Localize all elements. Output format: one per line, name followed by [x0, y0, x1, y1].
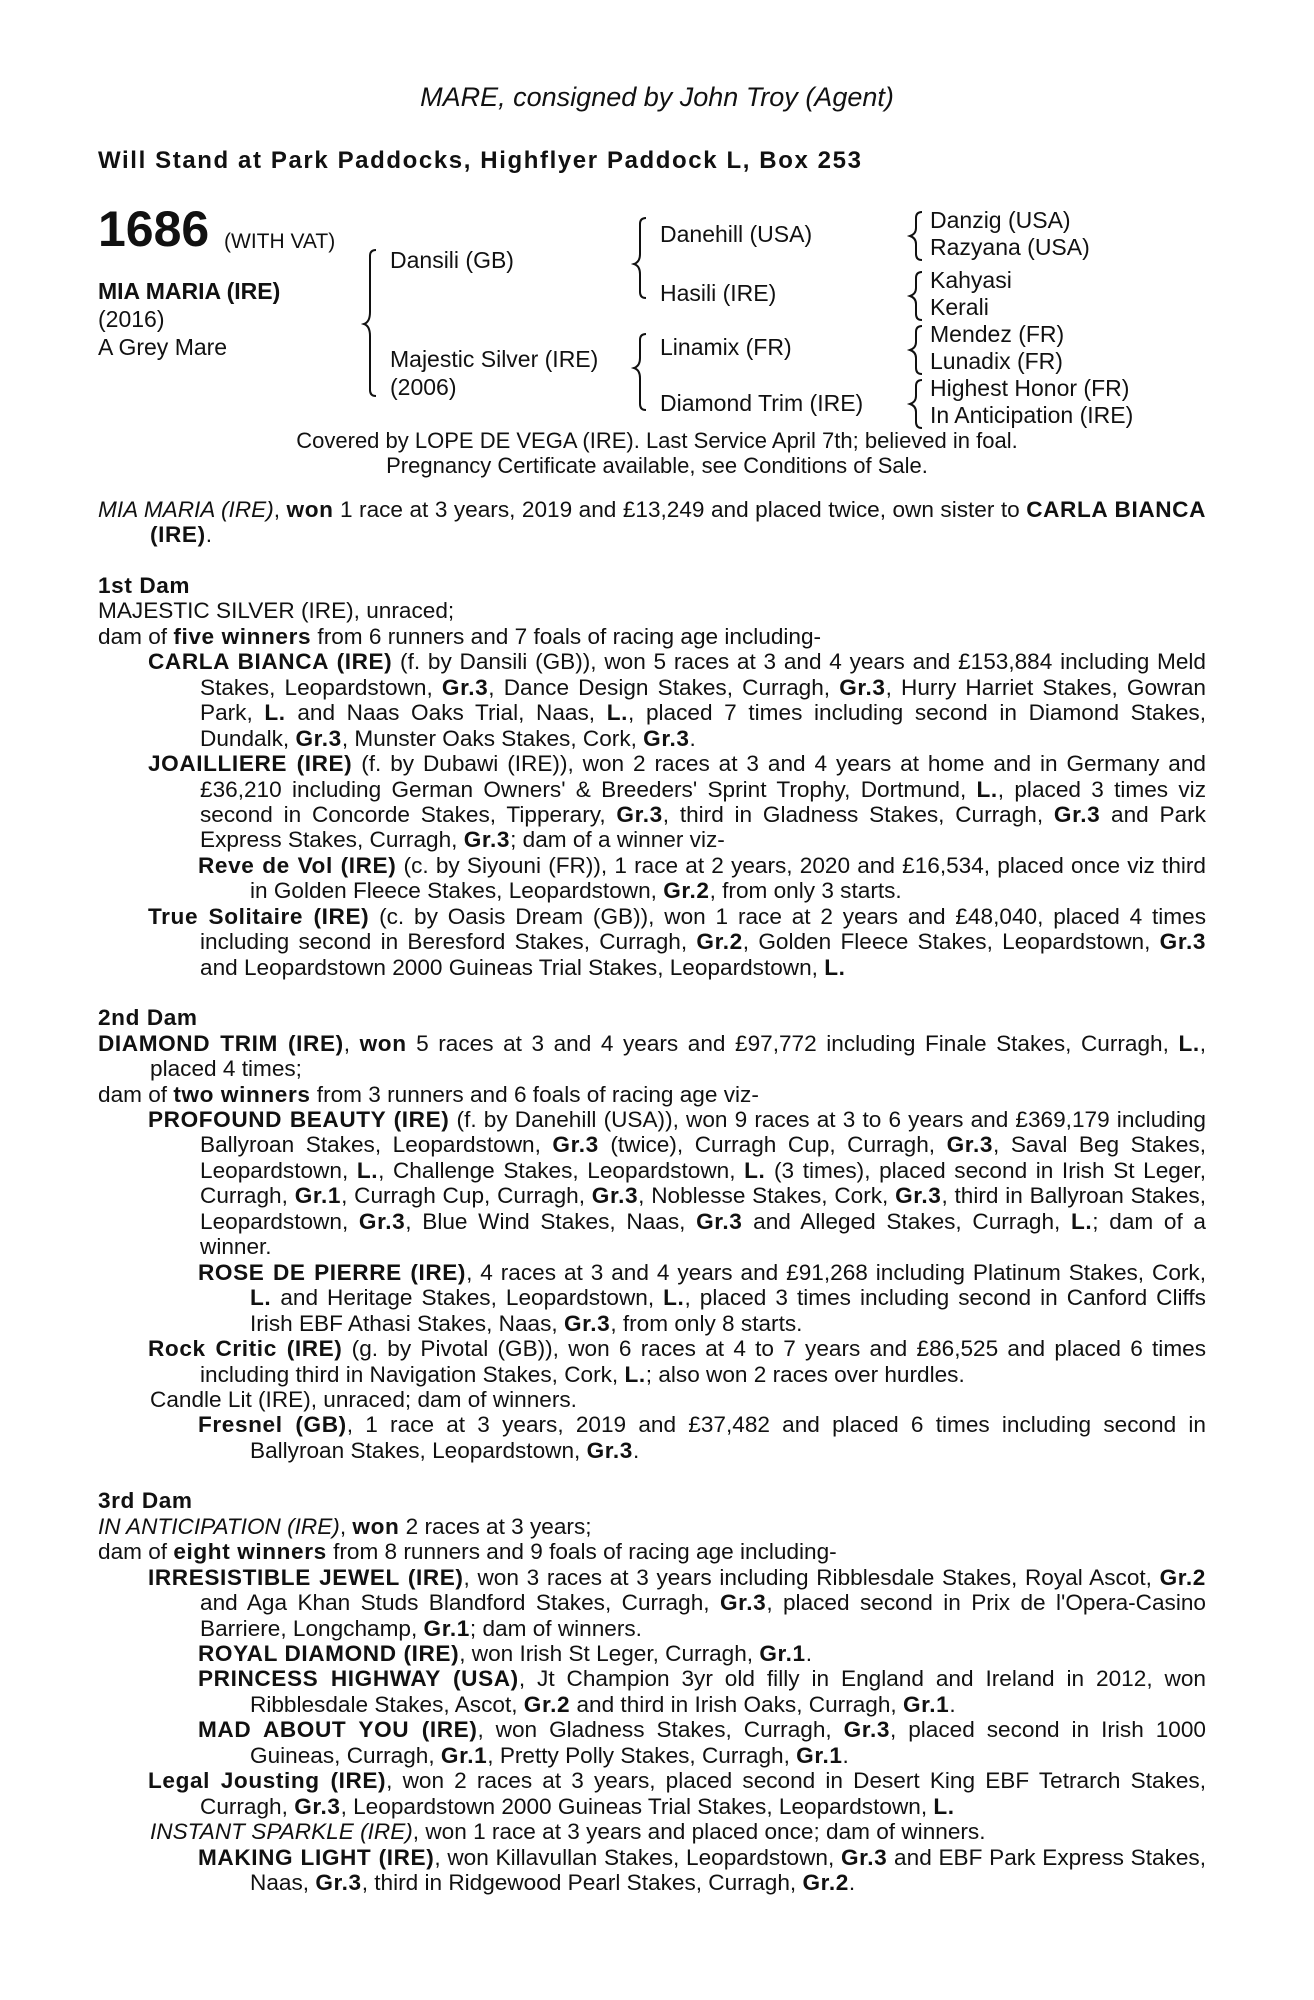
pedigree-brackets: [0, 0, 1314, 440]
first-dam-name: MAJESTIC SILVER (IRE), unraced;: [98, 598, 455, 624]
sister-name: CARLA BIANCA (IRE): [150, 497, 1206, 548]
progeny-royal-diamond: ROYAL DIAMOND (IRE), won Irish St Leger, Curragh, Gr.1.: [198, 1641, 812, 1667]
gen3-danzig: Danzig (USA): [930, 207, 1071, 233]
progeny-making-light: MAKING LIGHT (IRE), won Killavullan Stakes, Leopardstown, Gr.3 and EBF Park Express Stakes, Naas, Gr.3, third in Ridgewood Pearl Stakes, Curragh, Gr.2.: [198, 1844, 1206, 1896]
third-dam-heading: 3rd Dam: [98, 1488, 193, 1514]
bracket-hasili: [910, 272, 922, 320]
bracket-danehill: [910, 212, 922, 260]
sire-dam: Hasili (IRE): [660, 280, 777, 306]
progeny-carla-bianca: CARLA BIANCA (IRE) (f. by Dansili (GB)), won 5 races at 3 and 4 years and £153,884 including Meld Stakes, Leopardstown, Gr.3, Dance Design Stakes, Curragh, Gr.3, Hurry Harriet Stakes, Gowran Park, L. and Naas Oaks Trial, Naas, L., placed 7 times including second in Diamond Stakes, Dundalk, Gr.3, Munster Oaks Stakes, Cork, Gr.3.: [148, 649, 1207, 751]
gen3-mendez: Mendez (FR): [930, 321, 1065, 347]
vat-note: (WITH VAT): [224, 230, 336, 253]
gen3-kerali: Kerali: [930, 294, 989, 320]
covering-note: Covered by LOPE DE VEGA (IRE). Last Service April 7th; believed in foal.: [296, 428, 1018, 453]
progeny-legal-jousting: Legal Jousting (IRE), won 2 races at 3 years, placed second in Desert King EBF Tetrarch Stakes, Curragh, Gr.3, Leopardstown 2000 Guineas Trial Stakes, Leopardstown, L.: [148, 1768, 1206, 1819]
bracket-main: [364, 250, 376, 396]
dam-year: (2006): [390, 374, 457, 400]
third-dam-produce: dam of eight winners from 8 runners and 9 foals of racing age including-: [98, 1539, 837, 1565]
progeny-princess-highway: PRINCESS HIGHWAY (USA), Jt Champion 3yr old filly in England and Ireland in 2012, won Ribblesdale Stakes, Ascot, Gr.2 and third in Irish Oaks, Curragh, Gr.1.: [198, 1666, 1206, 1717]
progeny-joailliere: JOAILLIERE (IRE) (f. by Dubawi (IRE)), won 2 races at 3 and 4 years at home and in Germany and £36,210 including German Owners' & Breeders' Sprint Trophy, Dortmund, L., placed 3 times viz second in Concorde Stakes, Tipperary, Gr.3, third in Gladness Stakes, Curragh, Gr.3 and Park Express Stakes, Curragh, Gr.3; dam of a winner viz-: [148, 751, 1206, 853]
horse-description: A Grey Mare: [98, 334, 228, 360]
pregnancy-note: Pregnancy Certificate available, see Conditions of Sale.: [386, 453, 928, 478]
second-dam-produce: dam of two winners from 3 runners and 6 foals of racing age viz-: [98, 1081, 759, 1107]
first-dam-record: dam of five winners from 6 runners and 7 foals of racing age including-: [98, 623, 822, 649]
dam-sire: Linamix (FR): [660, 334, 792, 360]
progeny-candle-lit: Candle Lit (IRE), unraced; dam of winners.: [150, 1386, 577, 1412]
stabling-location: Will Stand at Park Paddocks, Highflyer Paddock L, Box 253: [98, 147, 863, 174]
third-dam-record: IN ANTICIPATION (IRE), won 2 races at 3 years;: [98, 1513, 592, 1539]
gen3-razyana: Razyana (USA): [930, 234, 1090, 260]
gen3-highest-honor: Highest Honor (FR): [930, 375, 1130, 401]
horse-name-ref: MIA MARIA (IRE): [98, 497, 274, 522]
catalogue-heading: MARE, consigned by John Troy (Agent): [420, 82, 894, 112]
dam-dam: Diamond Trim (IRE): [660, 390, 864, 416]
gen3-in-anticipation: In Anticipation (IRE): [930, 402, 1134, 428]
dam-name: Majestic Silver (IRE): [390, 346, 599, 372]
progeny-fresnel: Fresnel (GB), 1 race at 3 years, 2019 and £37,482 and placed 6 times including second in Ballyroan Stakes, Leopardstown, Gr.3.: [198, 1412, 1206, 1463]
catalogue-body: [98, 497, 1206, 1896]
gen3-kahyasi: Kahyasi: [930, 267, 1012, 293]
gen3-lunadix: Lunadix (FR): [930, 348, 1063, 374]
progeny-mad-about-you: MAD ABOUT YOU (IRE), won Gladness Stakes, Curragh, Gr.3, placed second in Irish 1000 Guineas, Curragh, Gr.1, Pretty Polly Stakes, Curragh, Gr.1.: [198, 1717, 1206, 1768]
second-dam-record: DIAMOND TRIM (IRE), won 5 races at 3 and 4 years and £97,772 including Finale Stakes, Curragh, L., placed 4 times;: [98, 1030, 1206, 1082]
bracket-linamix: [910, 326, 922, 374]
progeny-irresistible-jewel: IRRESISTIBLE JEWEL (IRE), won 3 races at 3 years including Ribblesdale Stakes, Royal Ascot, Gr.2 and Aga Khan Studs Blandford Stakes, Curragh, Gr.3, placed second in Prix de l'Opera-Casino Barriere, Longchamp, Gr.1; dam of winners.: [148, 1564, 1207, 1641]
won-label: won: [286, 497, 334, 522]
progeny-rose-de-pierre: ROSE DE PIERRE (IRE), 4 races at 3 and 4 years and £91,268 including Platinum Stakes, Cork, L. and Heritage Stakes, Leopardstown, L., placed 3 times including second in Canford Cliffs Irish EBF Athasi Stakes, Naas, Gr.3, from only 8 starts.: [198, 1259, 1206, 1336]
bracket-dam: [634, 334, 646, 410]
horse-name: MIA MARIA (IRE): [98, 278, 281, 304]
first-dam-heading: 1st Dam: [98, 572, 191, 598]
bracket-diamond-trim: [910, 380, 922, 428]
second-dam-heading: 2nd Dam: [98, 1005, 198, 1031]
progeny-instant-sparkle: INSTANT SPARKLE (IRE), won 1 race at 3 years and placed once; dam of winners.: [150, 1819, 986, 1845]
foaling-year: (2016): [98, 306, 165, 332]
sire-sire: Danehill (USA): [660, 221, 813, 247]
progeny-reve-de-vol: Reve de Vol (IRE) (c. by Siyouni (FR)), 1 race at 2 years, 2020 and £16,534, placed once viz third in Golden Fleece Stakes, Leopardstown, Gr.2, from only 3 starts.: [198, 852, 1206, 904]
bracket-sire: [634, 218, 646, 298]
sire-name: Dansili (GB): [390, 247, 514, 273]
progeny-rock-critic: Rock Critic (IRE) (g. by Pivotal (GB)), won 6 races at 4 to 7 years and £86,525 and placed 6 times including third in Navigation Stakes, Cork, L.; also won 2 races over hurdles.: [148, 1336, 1207, 1387]
progeny-profound-beauty: PROFOUND BEAUTY (IRE) (f. by Danehill (USA)), won 9 races at 3 to 6 years and £369,179 including Ballyroan Stakes, Leopardstown, Gr.3 (twice), Curragh Cup, Curragh, Gr.3, Saval Beg Stakes, Leopardstown, L., Challenge Stakes, Leopardstown, L. (3 times), placed second in Irish St Leger, Curragh, Gr.1, Curragh Cup, Curragh, Gr.3, Noblesse Stakes, Cork, Gr.3, third in Ballyroan Stakes, Leopardstown, Gr.3, Blue Wind Stakes, Naas, Gr.3 and Alleged Stakes, Curragh, L.; dam of a winner.: [148, 1106, 1206, 1260]
intro-paragraph: MIA MARIA (IRE), won 1 race at 3 years, 2019 and £13,249 and placed twice, own sister to CARLA BIANCA (IRE).: [98, 497, 1206, 548]
lot-number: 1686: [98, 201, 210, 257]
progeny-true-solitaire: True Solitaire (IRE) (c. by Oasis Dream (GB)), won 1 race at 2 years and £48,040, placed 4 times including second in Beresford Stakes, Curragh, Gr.2, Golden Fleece Stakes, Leopardstown, Gr.3 and Leopardstown 2000 Guineas Trial Stakes, Leopardstown, L.: [148, 903, 1207, 980]
